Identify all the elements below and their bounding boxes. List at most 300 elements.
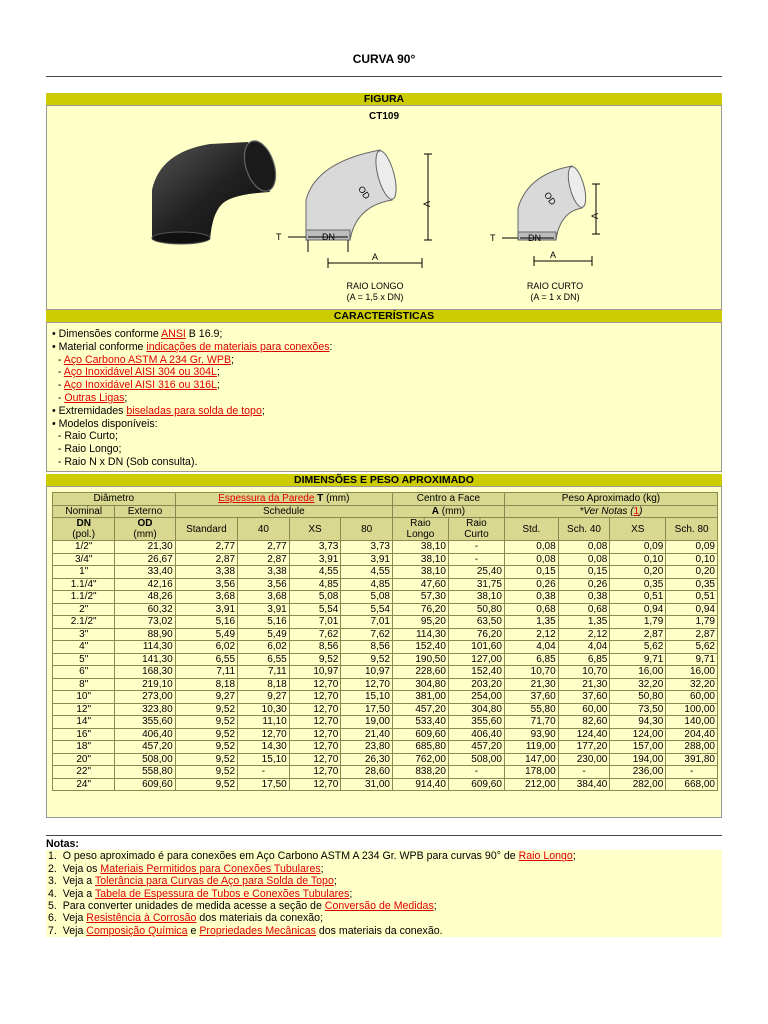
table-cell: 228,60 [392,666,448,679]
dimensions-table [52,492,718,791]
table-cell: 1.1/4" [53,578,115,591]
table-cell: 31,75 [448,578,504,591]
table-cell: 406,40 [115,728,175,741]
table-cell: 152,40 [448,666,504,679]
short-caption-1: RAIO CURTO [526,281,584,291]
note-4: 4. Veja a Tabela de Espessura de Tubos e Conexões Tubulares; [46,888,722,900]
short-caption-2: (A = 1 x DN) [530,292,580,302]
header-sch-xs: XS [289,518,341,541]
table-cell: 2,87 [175,553,237,566]
table-cell: 2,87 [610,628,666,641]
table-cell: 14,30 [238,741,290,754]
table-cell: 381,00 [392,691,448,704]
bevel-link[interactable]: biseladas para solda de topo [126,404,262,417]
table-cell: 12,70 [289,728,341,741]
table-cell: 762,00 [392,753,448,766]
table-cell: 76,20 [392,603,448,616]
table-cell: 12,70 [289,716,341,729]
table-cell: 17,50 [341,703,393,716]
table-cell: 282,00 [610,778,666,791]
table-cell: 2,87 [666,628,718,641]
short-od-label: OD [542,190,559,207]
table-cell: 73,50 [610,703,666,716]
header-peso-sch80: Sch. 80 [666,518,718,541]
table-cell: 9,52 [175,703,237,716]
header-raio-curto: Raio Curto [448,518,504,541]
dims-header-bar: DIMENSÕES E PESO APROXIMADO [46,474,722,486]
feature-material-3: - Aço Inoxidável AISI 316 ou 316L; [52,379,220,392]
header-dn: DN (pol.) [53,518,115,541]
table-cell: 21,30 [115,541,175,554]
page-title: CURVA 90° [352,52,416,66]
table-cell: 1,79 [666,616,718,629]
table-cell: 17,50 [238,778,290,791]
table-cell: 406,40 [448,728,504,741]
table-cell: 9,71 [610,653,666,666]
note-2: 2. Veja os Materiais Permitidos para Conexões Tubulares; [46,863,722,875]
table-cell: 3,56 [175,578,237,591]
table-cell: 10,70 [504,666,558,679]
table-row [53,628,718,641]
table-cell: 6,55 [175,653,237,666]
unit-conversion-link[interactable]: Conversão de Medidas [324,900,434,913]
table-cell: 10,97 [341,666,393,679]
table-row [53,741,718,754]
table-cell: 1/2" [53,541,115,554]
table-cell: 94,30 [610,716,666,729]
table-cell: 73,02 [115,616,175,629]
table-cell: 57,30 [392,591,448,604]
table-cell: 0,08 [504,541,558,554]
table-cell: 0,15 [558,566,610,579]
mechanical-properties-link[interactable]: Propriedades Mecânicas [199,924,316,937]
table-cell: 9,52 [289,653,341,666]
table-cell: 12" [53,703,115,716]
long-od-label: OD [356,184,373,201]
feature-models: • Modelos disponíveis: [52,417,158,430]
wall-thickness-link[interactable]: Espessura da Parede [218,493,315,505]
table-cell: 0,09 [666,541,718,554]
table-cell: 1" [53,566,115,579]
table-cell: 5" [53,653,115,666]
feature-material-2: - Aço Inoxidável AISI 304 ou 304L; [52,366,220,379]
table-cell: 4,85 [289,578,341,591]
table-cell: 21,30 [504,678,558,691]
table-cell: 3,73 [341,541,393,554]
table-cell: 190,50 [392,653,448,666]
table-cell: 3,91 [289,553,341,566]
table-cell: 0,35 [610,578,666,591]
table-cell: 2,12 [504,628,558,641]
long-a-vert-label: A [422,200,432,207]
table-cell: 9,27 [175,691,237,704]
top-divider [46,76,722,77]
table-cell: 3" [53,628,115,641]
table-cell: 12,70 [289,678,341,691]
table-cell: 5,16 [238,616,290,629]
table-cell: 24" [53,778,115,791]
table-cell: 0,09 [610,541,666,554]
table-cell: 5,16 [175,616,237,629]
table-cell: 5,49 [238,628,290,641]
header-peso-xs: XS [610,518,666,541]
table-row [53,753,718,766]
table-cell: 60,00 [558,703,610,716]
table-cell: 147,00 [504,753,558,766]
table-cell: 16,00 [666,666,718,679]
long-radius-drawing [270,140,450,308]
table-row [53,541,718,554]
table-cell: 5,08 [289,591,341,604]
table-cell: 609,60 [392,728,448,741]
table-cell: 1,35 [504,616,558,629]
table-cell: 0,51 [666,591,718,604]
table-cell: 19,00 [341,716,393,729]
table-cell: 16" [53,728,115,741]
table-cell: - [448,553,504,566]
table-cell: 50,80 [610,691,666,704]
table-cell: 0,20 [610,566,666,579]
table-cell: 457,20 [392,703,448,716]
header-std: Std. [504,518,558,541]
figure-code: CT109 [368,111,399,122]
table-row [53,553,718,566]
table-cell: 9,52 [175,728,237,741]
table-cell: 26,67 [115,553,175,566]
table-cell: 6" [53,666,115,679]
table-row [53,641,718,654]
table-cell: 21,40 [341,728,393,741]
table-cell: 355,60 [115,716,175,729]
header-nominal: Nominal [53,505,115,518]
table-cell: 12,70 [341,678,393,691]
table-cell: 0,51 [610,591,666,604]
table-cell: 508,00 [115,753,175,766]
feature-material-1: - Aço Carbono ASTM A 234 Gr. WPB; [52,353,234,366]
table-cell: 8,18 [175,678,237,691]
ansi-link[interactable]: ANSI [161,328,186,340]
table-cell: 5,08 [341,591,393,604]
table-cell: 16,00 [610,666,666,679]
header-centro-a: A (mm) [392,505,504,518]
feature-model-short: - Raio Curto; [52,430,118,443]
table-cell: 0,10 [666,553,718,566]
table-cell: 3,38 [175,566,237,579]
table-cell: - [448,541,504,554]
table-cell: 7,62 [341,628,393,641]
table-cell: 4,04 [558,641,610,654]
table-row [53,666,718,679]
header-standard: Standard [175,518,237,541]
table-cell: 384,40 [558,778,610,791]
tolerance-link[interactable]: Tolerância para Curvas de Aço para Solda de Topo [94,875,334,888]
table-cell: 2,12 [558,628,610,641]
long-radius-link[interactable]: Raio Longo [518,850,573,863]
table-cell: 1.1/2" [53,591,115,604]
table-cell: 0,08 [558,553,610,566]
table-cell: 42,16 [115,578,175,591]
table-cell: 48,26 [115,591,175,604]
table-cell: 391,80 [666,753,718,766]
table-cell: 2.1/2" [53,616,115,629]
table-cell: 254,00 [448,691,504,704]
table-row [53,578,718,591]
table-cell: 609,60 [115,778,175,791]
table-cell: 1,35 [558,616,610,629]
table-cell: 9,27 [238,691,290,704]
long-a-horiz-label: A [372,252,379,262]
table-cell: 5,49 [175,628,237,641]
feature-standard: • Dimensões conforme ANSI B 16.9; [52,328,223,340]
table-cell: 0,94 [666,603,718,616]
chemical-composition-link[interactable]: Composição Química [86,924,188,937]
table-cell: 219,10 [115,678,175,691]
table-cell: 12,70 [238,728,290,741]
table-cell: 304,80 [392,678,448,691]
table-cell: 212,00 [504,778,558,791]
header-centro: Centro a Face [392,493,504,506]
table-cell: 12,70 [289,741,341,754]
table-row [53,728,718,741]
table-cell: 0,08 [558,541,610,554]
carbon-steel-link[interactable]: Aço Carbono ASTM A 234 Gr. WPB [63,353,232,366]
table-cell: 100,00 [666,703,718,716]
table-cell: 9,52 [175,741,237,754]
table-cell: 140,00 [666,716,718,729]
table-cell: 124,00 [610,728,666,741]
table-cell: 127,00 [448,653,504,666]
short-t-label: T [490,233,496,243]
features-list [52,328,332,469]
table-row [53,678,718,691]
table-cell: 50,80 [448,603,504,616]
table-cell: 178,00 [504,766,558,779]
table-cell: 10,30 [238,703,290,716]
short-a-vert-label: A [590,212,600,219]
table-cell: 838,20 [392,766,448,779]
note-7: 7. Veja Composição Química e Propriedades Mecânicas dos materiais da conexão. [46,925,722,937]
table-cell: 37,60 [558,691,610,704]
short-dn-label: DN [528,233,541,243]
table-cell: 0,35 [666,578,718,591]
feature-ends: • Extremidades biseladas para solda de topo; [52,404,265,417]
table-cell: 82,60 [558,716,610,729]
table-cell: 93,90 [504,728,558,741]
table-row [53,566,718,579]
table-cell: 101,60 [448,641,504,654]
stainless-304-link[interactable]: Aço Inoxidável AISI 304 ou 304L [63,366,217,379]
table-cell: 508,00 [448,753,504,766]
table-cell: 15,10 [341,691,393,704]
header-peso: Peso Aproximado (kg) [504,493,717,506]
table-cell: 168,30 [115,666,175,679]
table-cell: 47,60 [392,578,448,591]
table-cell: 10,97 [289,666,341,679]
table-cell: 114,30 [392,628,448,641]
table-cell: 9,52 [175,778,237,791]
table-cell: 10" [53,691,115,704]
table-cell: 4,04 [504,641,558,654]
table-cell: 22" [53,766,115,779]
table-cell: 0,15 [504,566,558,579]
table-cell: 0,38 [504,591,558,604]
table-cell: 157,00 [610,741,666,754]
table-row [53,591,718,604]
permitted-materials-link[interactable]: Materiais Permitidos para Conexões Tubulares [100,862,321,875]
table-cell: 14" [53,716,115,729]
other-alloys-link[interactable]: Outras Ligas [64,391,125,404]
table-cell: 4" [53,641,115,654]
table-cell: 37,60 [504,691,558,704]
table-cell: - [558,766,610,779]
table-cell: 177,20 [558,741,610,754]
table-cell: 3,91 [341,553,393,566]
figure-header-bar: FIGURA [46,93,722,105]
header-externo: Externo [115,505,175,518]
table-cell: 33,40 [115,566,175,579]
note-3: 3. Veja a Tolerância para Curvas de Aço para Solda de Topo; [46,875,722,887]
table-cell: 8,18 [238,678,290,691]
table-cell: 12,70 [289,778,341,791]
note-6: 6. Veja Resistência à Corrosão dos materiais da conexão; [46,912,722,924]
table-cell: 457,20 [448,741,504,754]
table-cell: 55,80 [504,703,558,716]
header-diametro: Diâmetro [53,493,176,506]
note-1-link[interactable]: 1 [633,505,640,517]
long-caption-2: (A = 1,5 x DN) [346,292,404,302]
table-cell: 0,38 [558,591,610,604]
table-cell: 3,68 [175,591,237,604]
table-cell: - [448,766,504,779]
header-peso-sch40: Sch. 40 [558,518,610,541]
table-cell: 18" [53,741,115,754]
table-cell: 3,73 [289,541,341,554]
feature-model-ndn: - Raio N x DN (Sob consulta). [52,455,198,468]
table-cell: 0,68 [558,603,610,616]
table-cell: 558,80 [115,766,175,779]
table-cell: 3,38 [238,566,290,579]
table-cell: 32,20 [610,678,666,691]
materials-link[interactable]: indicações de materiais para conexões [146,340,330,353]
table-cell: 63,50 [448,616,504,629]
table-cell: 114,30 [115,641,175,654]
stainless-316-link[interactable]: Aço Inoxidável AISI 316 ou 316L [63,379,217,392]
note-5: 5. Para converter unidades de medida acesse a seção de Conversão de Medidas; [46,900,722,912]
table-cell: 60,00 [666,691,718,704]
table-cell: 9,52 [175,716,237,729]
table-row [53,603,718,616]
table-cell: 685,80 [392,741,448,754]
table-cell: 4,55 [289,566,341,579]
table-cell: 288,00 [666,741,718,754]
table-cell: 31,00 [341,778,393,791]
feature-material: • Material conforme indicações de materiais para conexões: [52,340,333,353]
table-cell: 26,30 [341,753,393,766]
table-cell: 12,70 [289,703,341,716]
table-cell: 0,26 [558,578,610,591]
feature-material-4: - Outras Ligas; [52,391,128,404]
table-cell: 533,40 [392,716,448,729]
table-cell: 7,01 [289,616,341,629]
table-cell: 230,00 [558,753,610,766]
table-cell: 236,00 [610,766,666,779]
table-cell: 5,62 [610,641,666,654]
notes-section [46,838,722,937]
table-cell: 38,10 [392,566,448,579]
table-cell: 11,10 [238,716,290,729]
short-a-horiz-label: A [550,250,557,260]
table-cell: 124,40 [558,728,610,741]
table-row [53,691,718,704]
table-cell: 38,10 [392,553,448,566]
table-cell: 355,60 [448,716,504,729]
table-cell: 0,68 [504,603,558,616]
features-header-bar: CARACTERÍSTICAS [46,310,722,322]
table-row [53,716,718,729]
table-cell: 7,62 [289,628,341,641]
table-cell: 194,00 [610,753,666,766]
table-cell: 304,80 [448,703,504,716]
table-cell: 6,85 [558,653,610,666]
table-cell: 95,20 [392,616,448,629]
table-cell: 323,80 [115,703,175,716]
table-cell: 203,20 [448,678,504,691]
table-cell: 3/4" [53,553,115,566]
long-dn-label: DN [322,232,335,242]
notes-divider [46,835,722,836]
table-cell: 9,71 [666,653,718,666]
table-cell: 0,08 [504,553,558,566]
long-caption-1: RAIO LONGO [346,281,404,291]
corrosion-link[interactable]: Resistência à Corrosão [86,912,197,925]
header-raio-longo: Raio Longo [392,518,448,541]
table-cell: 7,11 [175,666,237,679]
table-cell: 21,30 [558,678,610,691]
table-cell: 88,90 [115,628,175,641]
table-cell: 5,62 [666,641,718,654]
table-cell: 8" [53,678,115,691]
table-cell: 6,02 [238,641,290,654]
table-cell: 12,70 [289,766,341,779]
header-od: OD (mm) [115,518,175,541]
table-cell: 9,52 [175,766,237,779]
note-1: 1. O peso aproximado é para conexões em Aço Carbono ASTM A 234 Gr. WPB para curvas 90° de Raio Longo; [46,850,722,862]
table-cell: 25,40 [448,566,504,579]
table-row [53,778,718,791]
table-cell: 7,11 [238,666,290,679]
table-cell: 8,56 [341,641,393,654]
table-cell: 914,40 [392,778,448,791]
table-cell: - [666,766,718,779]
table-cell: - [238,766,290,779]
table-cell: 38,10 [392,541,448,554]
table-row [53,703,718,716]
table-cell: 273,00 [115,691,175,704]
table-cell: 152,40 [392,641,448,654]
header-sch-40: 40 [238,518,290,541]
table-cell: 5,54 [289,603,341,616]
table-cell: 60,32 [115,603,175,616]
thickness-table-link[interactable]: Tabela de Espessura de Tubos e Conexões Tubulares [94,887,350,900]
table-cell: 12,70 [289,753,341,766]
table-cell: 2" [53,603,115,616]
table-cell: 457,20 [115,741,175,754]
table-cell: 5,54 [341,603,393,616]
table-cell: 3,91 [238,603,290,616]
table-cell: 9,52 [341,653,393,666]
table-cell: 23,80 [341,741,393,754]
table-cell: 8,56 [289,641,341,654]
